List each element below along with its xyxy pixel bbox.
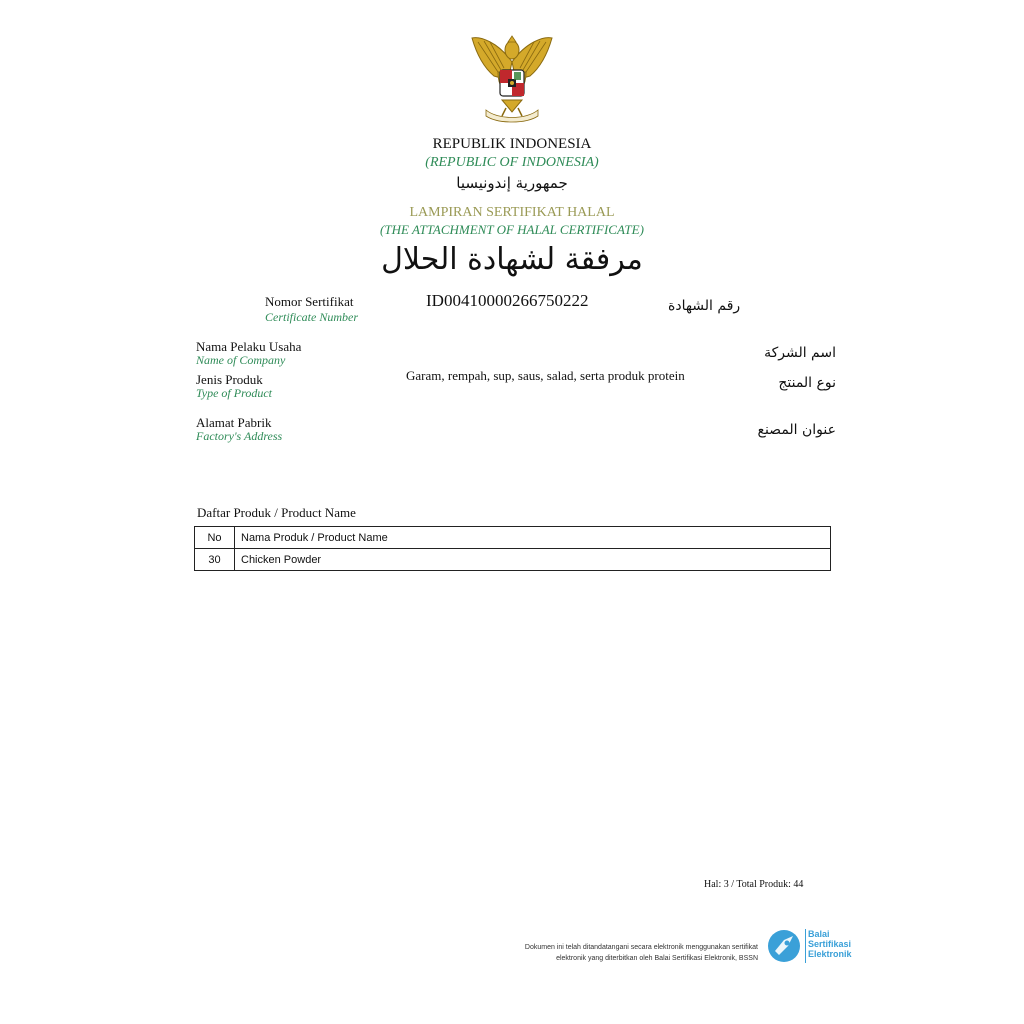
factory-address-label: Alamat Pabrik — [196, 415, 272, 430]
bsre-logo-text — [808, 929, 852, 959]
disclaimer-line-1: Dokumen ini telah ditandatangani secara elektronik menggunakan sertifikat — [524, 944, 758, 951]
company-label-en: Name of Company — [196, 353, 286, 367]
company-label-ar: اسم الشركة — [764, 345, 836, 361]
logo-divider — [805, 929, 806, 963]
column-header-no: No — [195, 527, 235, 549]
country-title: REPUBLIK INDONESIA — [432, 136, 592, 152]
electronic-signature-disclaimer — [440, 942, 758, 964]
factory-address-label-en: Factory's Address — [196, 429, 283, 443]
bsre-logo-line-1: Balai — [808, 929, 830, 939]
company-label: Nama Pelaku Usaha — [196, 339, 302, 354]
country-title-en: (REPUBLIC OF INDONESIA) — [425, 155, 599, 170]
document-title-en: (THE ATTACHMENT OF HALAL CERTIFICATE) — [380, 222, 644, 237]
page-info: Hal: 3 / Total Produk: 44 — [704, 879, 804, 890]
certificate-number-label-en: Certificate Number — [265, 310, 358, 324]
table-row — [195, 549, 831, 571]
country-title-ar: جمهورية إندونيسيا — [456, 174, 568, 192]
product-type-label: Jenis Produk — [196, 372, 263, 387]
factory-address-label-ar: عنوان المصنع — [757, 422, 836, 438]
document-title: LAMPIRAN SERTIFIKAT HALAL — [409, 205, 615, 220]
certificate-number-value: ID00410000266750222 — [426, 291, 589, 310]
row-no: 30 — [195, 549, 235, 571]
bsre-logo-line-3: Elektronik — [808, 949, 852, 959]
certificate-number-label-ar: رقم الشهادة — [668, 298, 741, 314]
certificate-number-label: Nomor Sertifikat — [265, 294, 354, 309]
column-header-product-name: Nama Produk / Product Name — [235, 527, 831, 549]
table-header-row — [195, 527, 831, 549]
product-list-heading: Daftar Produk / Product Name — [197, 505, 356, 520]
garuda-emblem-icon — [468, 32, 556, 124]
disclaimer-line-2: elektronik yang diterbitkan oleh Balai Sertifikasi Elektronik, BSSN — [556, 955, 758, 962]
bsre-logo-line-2: Sertifikasi — [808, 939, 852, 949]
document-title-ar: مرفقة لشهادة الحلال — [381, 242, 643, 277]
row-product-name: Chicken Powder — [235, 549, 831, 571]
product-type-value: Garam, rempah, sup, saus, salad, serta produk protein — [406, 368, 685, 383]
bsre-logo-icon — [766, 928, 802, 964]
product-type-label-en: Type of Product — [196, 386, 272, 400]
product-type-label-ar: نوع المنتج — [778, 375, 836, 391]
product-table — [194, 526, 831, 571]
